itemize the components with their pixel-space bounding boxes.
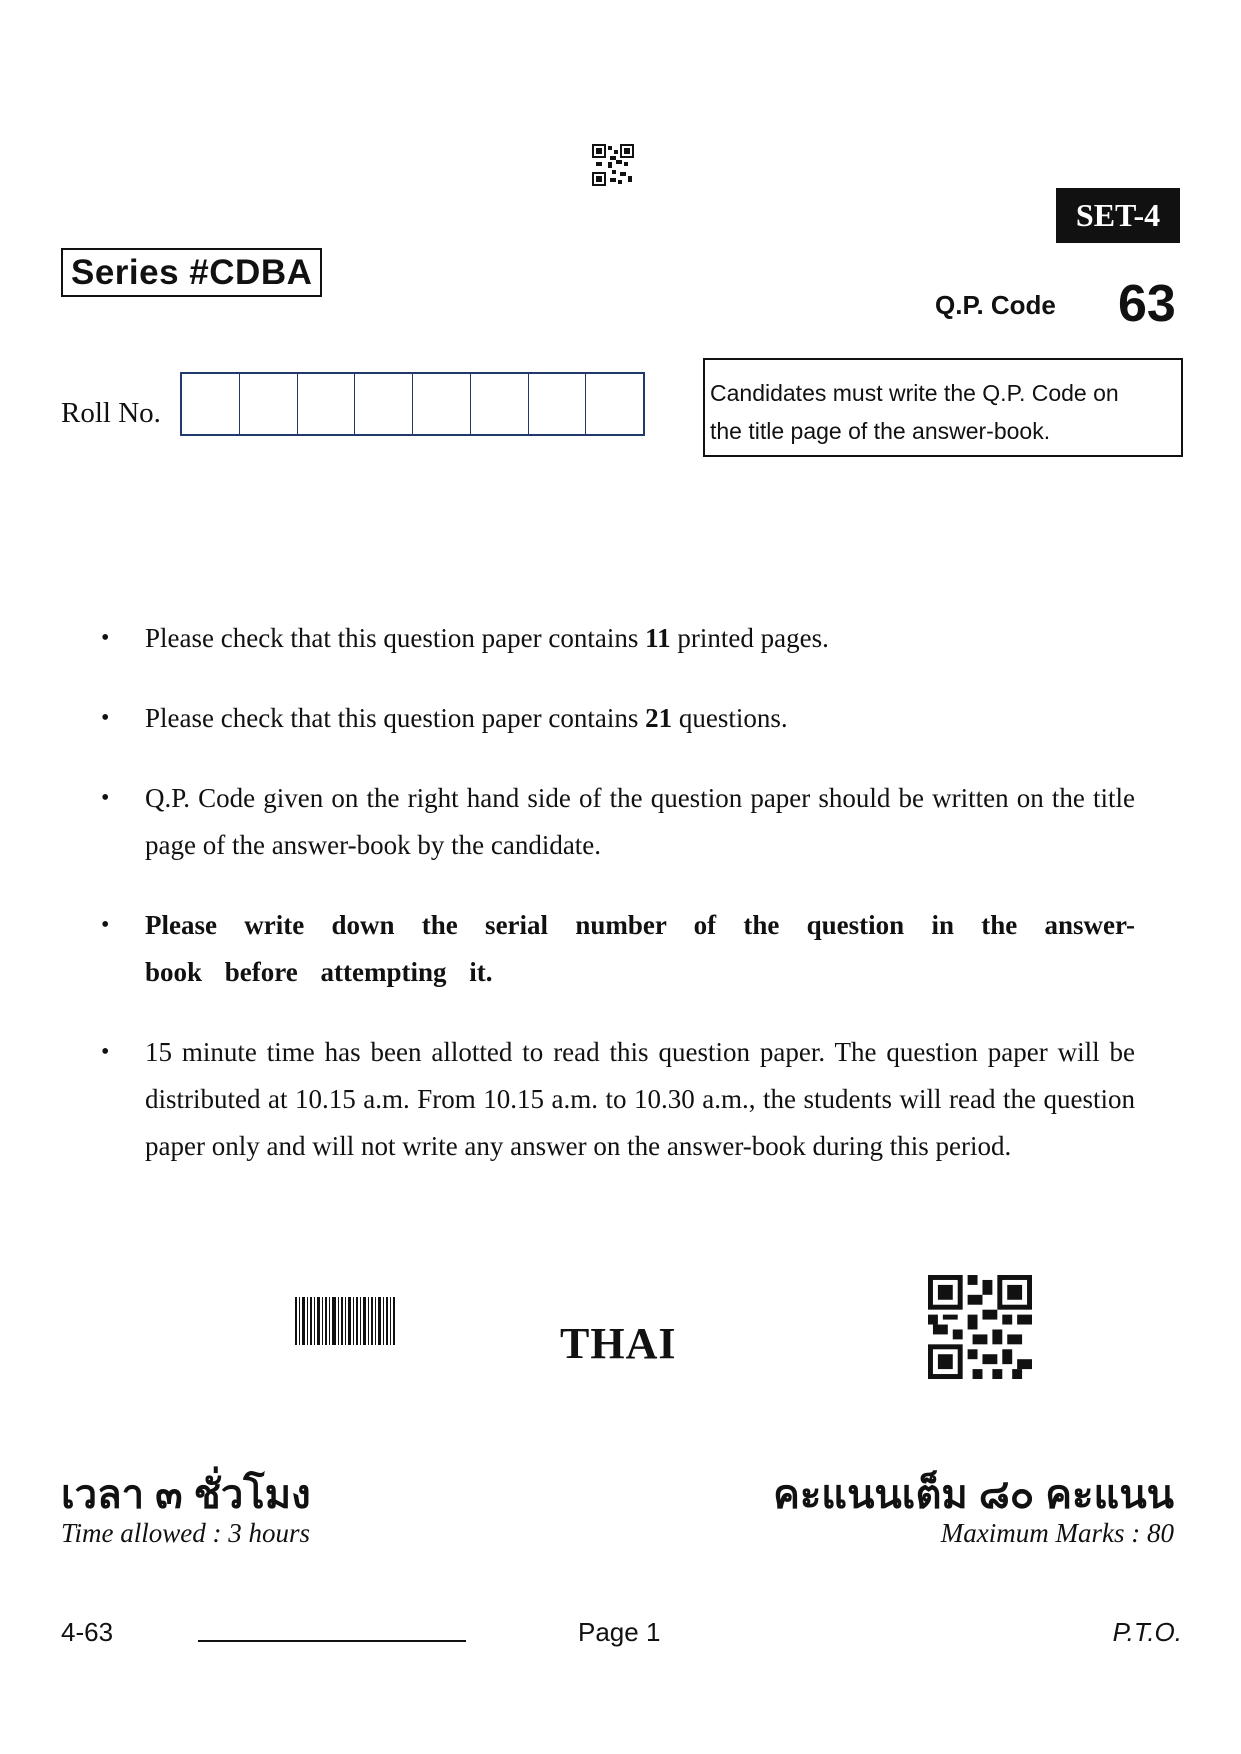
roll-no-box[interactable]	[586, 374, 643, 434]
roll-no-box[interactable]	[471, 374, 529, 434]
qp-code-label: Q.P. Code	[935, 290, 1056, 320]
roll-no-box[interactable]	[240, 374, 298, 434]
candidate-note-box	[703, 358, 1183, 457]
series-label: Series #CDBA	[61, 248, 322, 297]
roll-no-box[interactable]	[529, 374, 587, 434]
roll-no-box[interactable]	[182, 374, 240, 434]
max-marks-english: Maximum Marks : 80	[940, 1518, 1174, 1548]
max-marks-thai: คะแนนเต็ม ๘๐ คะแนน	[773, 1473, 1174, 1517]
instruction-item: • Please check that this question paper contains 11 printed pages.	[95, 615, 1135, 662]
roll-no-grid[interactable]	[180, 372, 645, 436]
footer-page-number: Page 1	[578, 1617, 661, 1647]
qp-code-value: 63	[1118, 275, 1176, 333]
time-allowed-english: Time allowed : 3 hours	[61, 1518, 311, 1548]
instruction-item: • Q.P. Code given on the right hand side of the question paper should be written on the title page of the answer-book by the candidate.	[95, 775, 1135, 869]
roll-no-box[interactable]	[298, 374, 356, 434]
barcode-icon	[295, 1297, 395, 1345]
footer-paper-code: 4-63	[61, 1617, 114, 1647]
instruction-item: • Please check that this question paper contains 21 questions.	[95, 695, 1135, 742]
set-label: SET-4	[1056, 188, 1180, 243]
candidate-note-line: Candidates must write the Q.P. Code on	[710, 380, 1119, 406]
footer-divider	[198, 1640, 466, 1642]
roll-no-box[interactable]	[413, 374, 471, 434]
time-allowed-thai: เวลา ๓ ชั่วโมง	[61, 1473, 311, 1517]
roll-no-label: Roll No.	[61, 397, 161, 429]
instruction-item: • 15 minute time has been allotted to read this question paper. The question paper will be distributed at 10.15 a.m. From 10.15 a.m. to 10.30 a.m., the students will read the question paper only and will not write any answer on the answer-book during this period.	[95, 1029, 1135, 1170]
qr-code-small-icon	[592, 144, 634, 186]
roll-no-box[interactable]	[355, 374, 413, 434]
qr-code-large-icon	[928, 1275, 1032, 1379]
footer-pto: P.T.O.	[1112, 1617, 1182, 1647]
subject-title: THAI	[560, 1319, 677, 1368]
instructions-list	[95, 615, 1135, 1203]
instruction-item: • Please write down the serial number of the question in the answer-book before attempting it.	[95, 902, 1135, 996]
candidate-note-line: the title page of the answer-book.	[710, 418, 1051, 444]
